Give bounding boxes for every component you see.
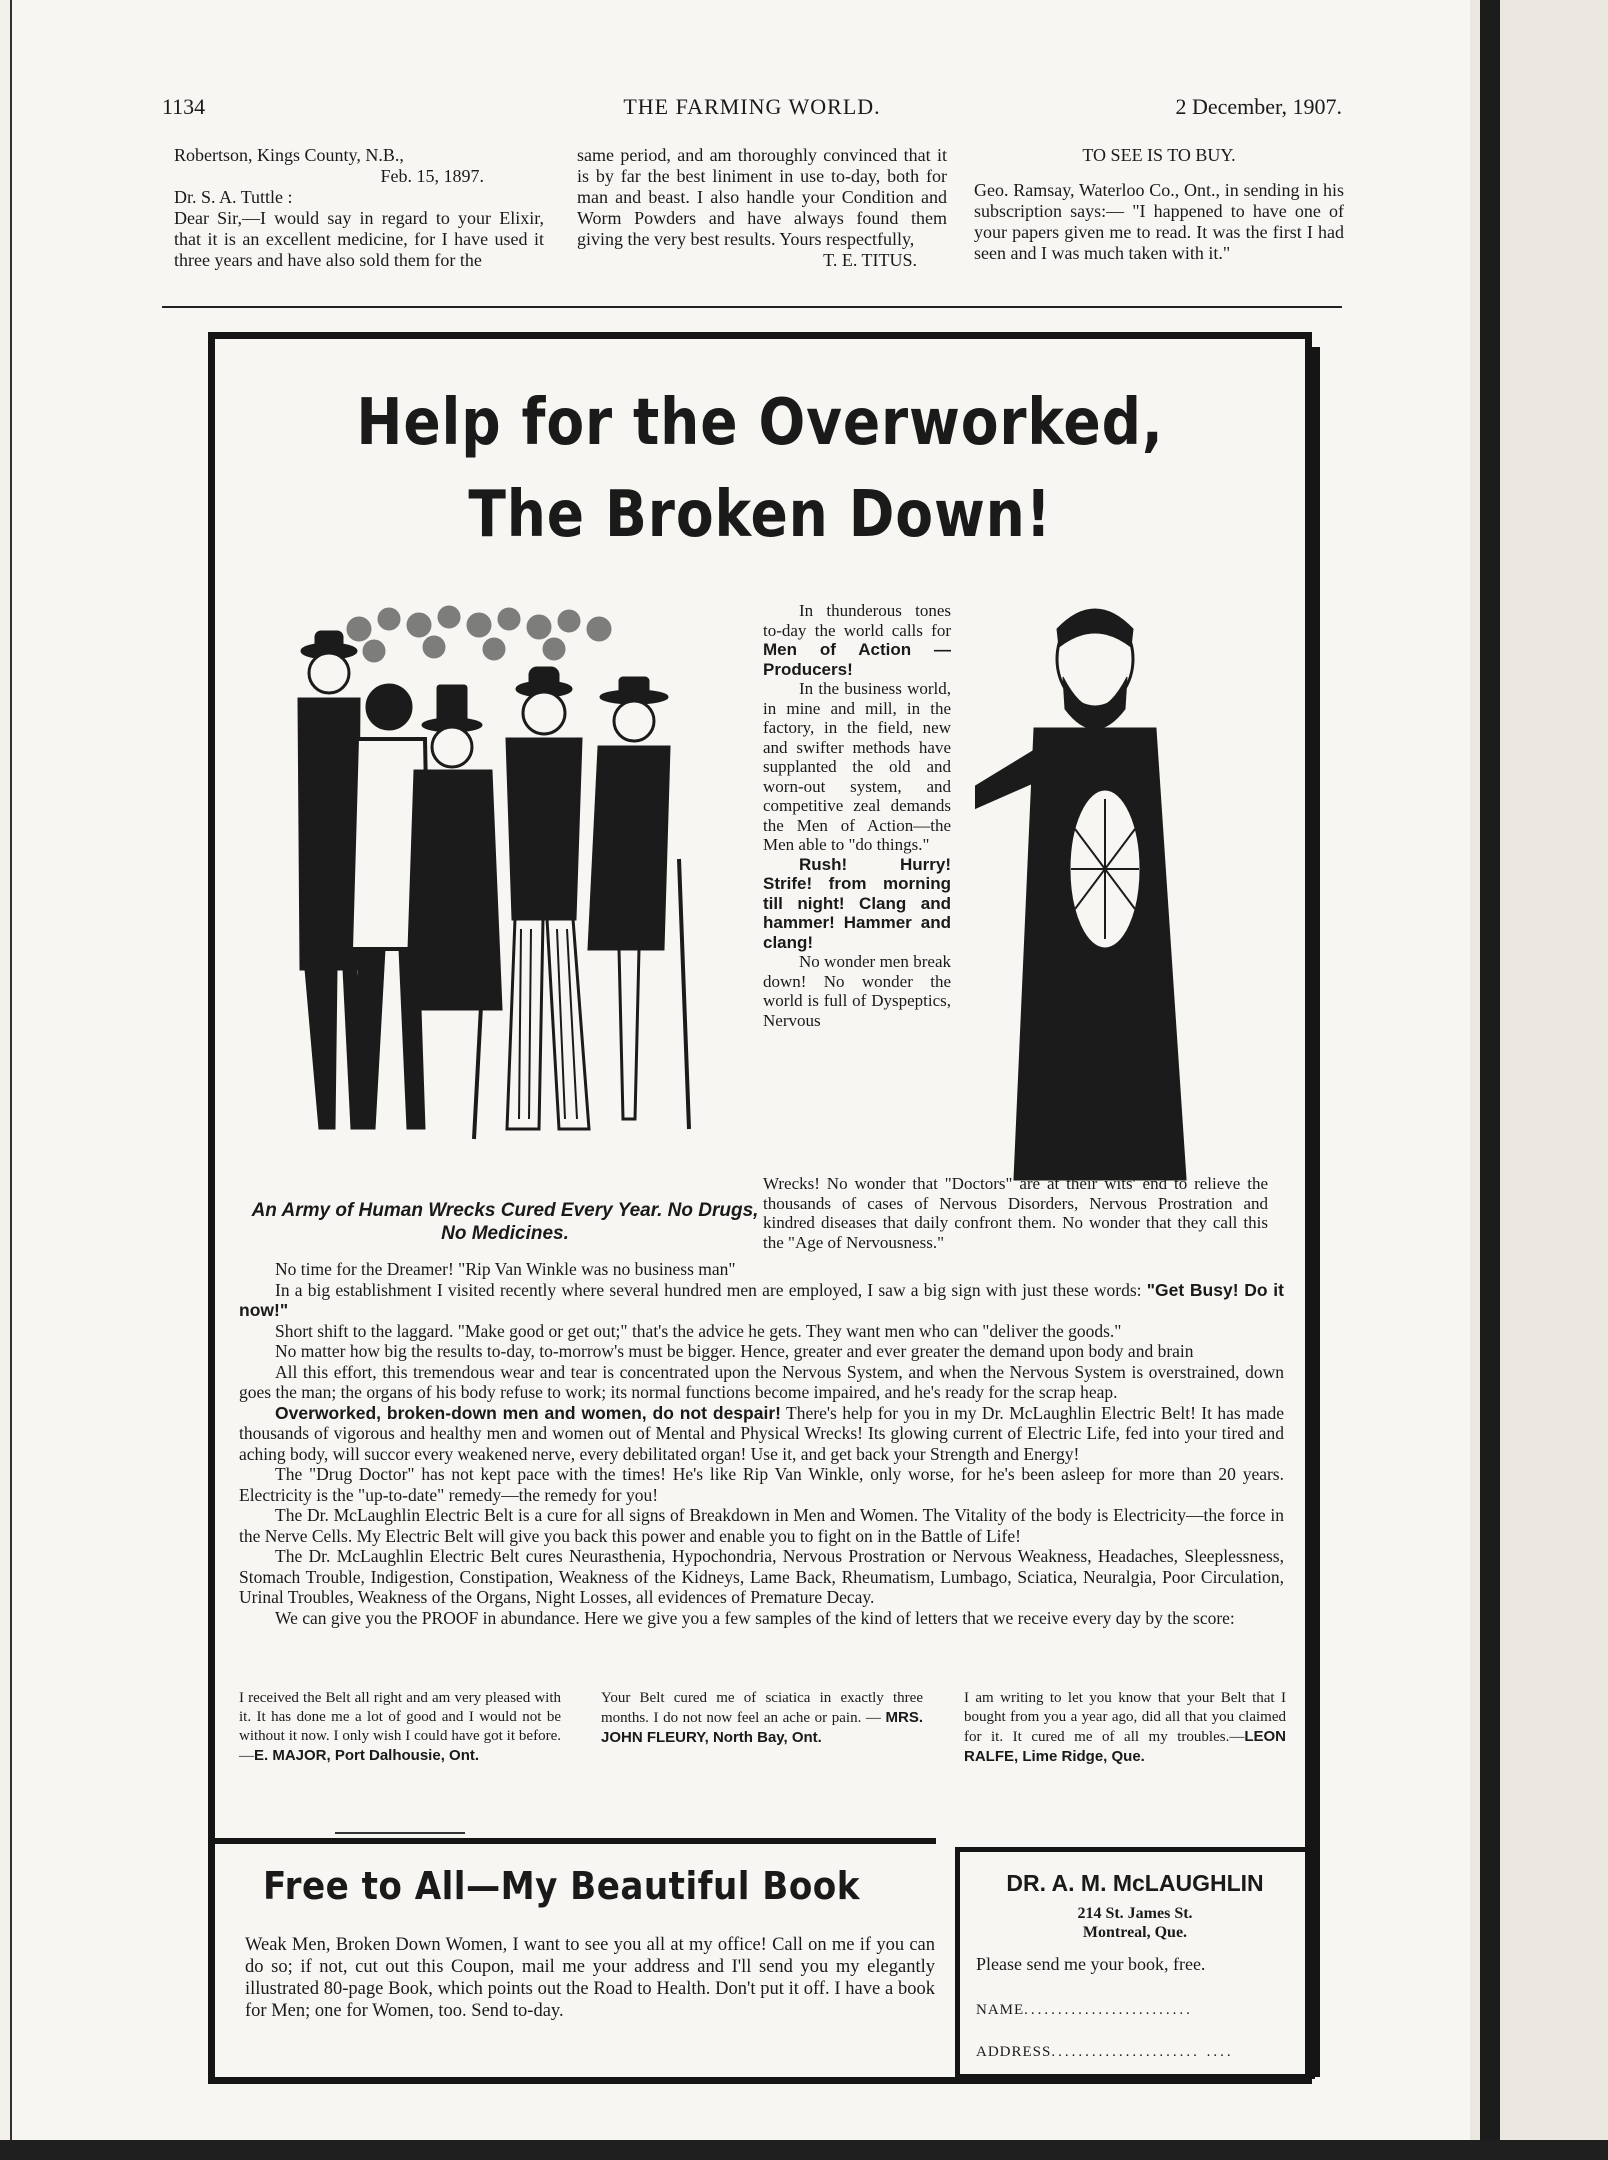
address-field-label: ADDRESS — [976, 2044, 1052, 2060]
testimonial — [964, 1689, 1286, 1767]
testimonial-signature: LEON RALFE, Lime Ridge, Que. — [964, 1728, 1286, 1765]
narrow-p4: No wonder men break down! No wonder the world is full of Dyspeptics, Nervous — [763, 952, 951, 1030]
coupon-street: 214 St. James St. — [1077, 1905, 1193, 1922]
testimonial — [601, 1689, 923, 1748]
testimonial-text: Your Belt cured me of sciatica in exactly three months. I do not now feel an ache or pain. — — [601, 1690, 923, 1726]
mail-coupon[interactable] — [955, 1847, 1315, 2079]
letter-date: Feb. 15, 1897. — [380, 166, 484, 186]
narrow-column — [763, 601, 951, 1030]
body-paragraph: The Dr. McLaughlin Electric Belt is a cure for all signs of Breakdown in Men and Women. The Vitality of the body is Electricity—the force in the Nerve Cells. My Electric Belt will give you back this power and enable you to fight on in the Battle of Life! — [239, 1505, 1284, 1546]
page-gutter — [1480, 0, 1500, 2160]
divider-rule — [335, 1832, 465, 1834]
crowd-of-wrecks-illustration — [239, 589, 759, 1149]
testimonial-signature: MRS. JOHN FLEURY, North Bay, Ont. — [601, 1709, 923, 1746]
column-heading: TO SEE IS TO BUY. — [1082, 145, 1236, 165]
narrow-p1-emphasis: Men of Action — Producers! — [763, 640, 951, 679]
wide-paragraph — [763, 1174, 1268, 1252]
ad-body-text — [239, 1259, 1284, 1628]
coupon-address-field[interactable] — [976, 2044, 1234, 2061]
body-paragraph: No matter how big the results to-day, to-morrow's must be bigger. Hence, greater and ever greater the demand upon body and brain — [275, 1341, 1194, 1361]
ad-headline — [291, 377, 1228, 561]
narrow-p2: In the business world, in mine and mill, in the factory, in the field, new and swifter methods have supplanted the old and worn-out system, and competitive zeal demands the Men of Action—the Men able to "do things." — [763, 679, 951, 854]
coupon-request: Please send me your book, free. — [976, 1954, 1206, 1974]
top-column-1 — [174, 145, 544, 271]
testimonial-text: I am writing to let you know that your Belt that I bought from you a year ago, did all that you claimed for it. It cured me of all my troubles.— — [964, 1690, 1286, 1745]
top-column-2 — [577, 145, 947, 271]
narrow-p1-text: In thunderous tones to-day the world calls for — [763, 601, 951, 640]
address-field-dots: ...................... .... — [1051, 2044, 1234, 2060]
free-book-heading: Free to All—My Beautiful Book — [263, 1864, 860, 1908]
letter-salutation: Dr. S. A. Tuttle : — [174, 187, 293, 207]
testimonial — [239, 1689, 561, 1766]
coupon-address — [960, 1904, 1310, 1942]
issue-date: 2 December, 1907. — [1175, 94, 1342, 119]
advertisement — [208, 332, 1312, 2084]
body-emphasis: Overworked, broken-down men and women, do not despair! — [275, 1402, 781, 1423]
letter-body: Dear Sir,—I would say in regard to your Elixir, that it is an excellent medicine, for I have used it three years and have also sold them for the — [174, 208, 544, 270]
body-paragraph: All this effort, this tremendous wear and tear is concentrated upon the Nervous System, and when the Nervous System is overstrained, down goes the man; the organs of his body refuse to work; its normal functions become impaired, and he's ready for the scrap heap. — [239, 1361, 1284, 1402]
scan-bottom-edge — [0, 2140, 1608, 2160]
running-header — [162, 94, 1342, 124]
free-book-text: Weak Men, Broken Down Women, I want to see you all at my office! Call on me if you can do so; if not, cut out this Coupon, mail me your address and I'll send you my elegantly illustrated 80-page Book, which points out the Road to Health. Don't put it off. I have a book for Men; one for Women, too. Send to-day. — [245, 1935, 935, 2021]
narrow-p3: Rush! Hurry! Strife! from morning till night! Clang and hammer! Hammer and clang! — [763, 854, 951, 952]
name-field-label: NAME — [976, 2002, 1025, 2018]
name-field-dots: ......................... — [1024, 2002, 1193, 2018]
newspaper-page — [10, 0, 1472, 2140]
publication-title: THE FARMING WORLD. — [623, 94, 881, 119]
body-paragraph: There's help for you in my Dr. McLaughlin Electric Belt! It has made thousands of vigorous and healthy men and women out of Mental and Physical Wrecks! Its glowing current of Electric Life, fed into your tired and aching body, will succor every weakened nerve, every debilitated organ! Use it, and get back your Strength and Energy! — [239, 1402, 1284, 1464]
body-paragraph: The "Drug Doctor" has not kept pace with the times! He's like Rip Van Winkle, only worse, for he's been asleep for more than 20 years. Electricity is the "up-to-date" remedy—the remedy for you! — [239, 1464, 1284, 1505]
body-paragraph: No time for the Dreamer! "Rip Van Winkle was no business man" — [275, 1259, 736, 1279]
body-paragraph: In a big establishment I visited recently where several hundred men are employed, I saw a big sign with just these words: — [275, 1279, 1147, 1300]
section-bar — [208, 1838, 936, 1844]
wide-text: Wrecks! No wonder that "Doctors" are at their wits' end to relieve the thousands of cases of Nervous Disorders, Nervous Prostration and kindred diseases that daily confront them. No wonder that they call this the "Age of Nervousness." — [763, 1174, 1268, 1252]
illustration-caption: An Army of Human Wrecks Cured Every Year. No Drugs, No Medicines. — [251, 1200, 759, 1244]
body-emphasis: "Get Busy! Do it now!" — [239, 1279, 1284, 1320]
testimonial-letters — [239, 1689, 1284, 1829]
letter-continuation: same period, and am thoroughly convinced that it is by far the best liniment in use to-day, both for man and beast. I also handle your Condition and Worm Powders and have always found them giving the very best results. Yours respectfully, — [577, 145, 947, 249]
body-paragraph: We can give you the PROOF in abundance. Here we give you a few samples of the kind of letters that we receive every day by the score: — [275, 1607, 1235, 1628]
coupon-name-field[interactable] — [976, 2002, 1193, 2019]
column-body: Geo. Ramsay, Waterloo Co., Ont., in sending in his subscription says:— "I happened to have one of your papers given me to read. It was the first I had seen and I was much taken with it." — [974, 180, 1344, 263]
testimonial-text: I received the Belt all right and am very pleased with it. It has done me a lot of good and I would not be without it now. I only wish I could have got it before.— — [239, 1690, 561, 1764]
page-number: 1134 — [162, 94, 206, 119]
testimonial-signature: E. MAJOR, Port Dalhousie, Ont. — [254, 1747, 480, 1764]
adjacent-page-strip — [1470, 0, 1608, 2160]
coupon-addressee: DR. A. M. McLAUGHLIN — [1006, 1870, 1264, 1896]
coupon-city: Montreal, Que. — [1082, 1924, 1188, 1941]
letter-signature: T. E. TITUS. — [823, 250, 917, 270]
body-paragraph: Short shift to the laggard. "Make good or get out;" that's the advice he gets. They want men who can "deliver the goods." — [275, 1320, 1122, 1341]
headline-line-2: The Broken Down! — [468, 478, 1052, 552]
headline-line-1: Help for the Overworked, — [356, 386, 1164, 460]
column-rule — [162, 306, 1342, 308]
top-column-3 — [974, 145, 1344, 264]
letter-place: Robertson, Kings County, N.B., — [174, 145, 404, 165]
body-paragraph: The Dr. McLaughlin Electric Belt cures Neurasthenia, Hypochondria, Nervous Prostration or Nervous Weakness, Headaches, Sleeplessness, Stomach Trouble, Indigestion, Constipation, Weakness of the Kidneys, Lame Back, Rheumatism, Lumbago, Sciatica, Neuralgia, Poor Circulation, Urinal Troubles, Weakness of the Organs, Night Losses, all evidences of Premature Decay. — [239, 1546, 1284, 1607]
doctor-with-belt-illustration — [975, 589, 1235, 1199]
